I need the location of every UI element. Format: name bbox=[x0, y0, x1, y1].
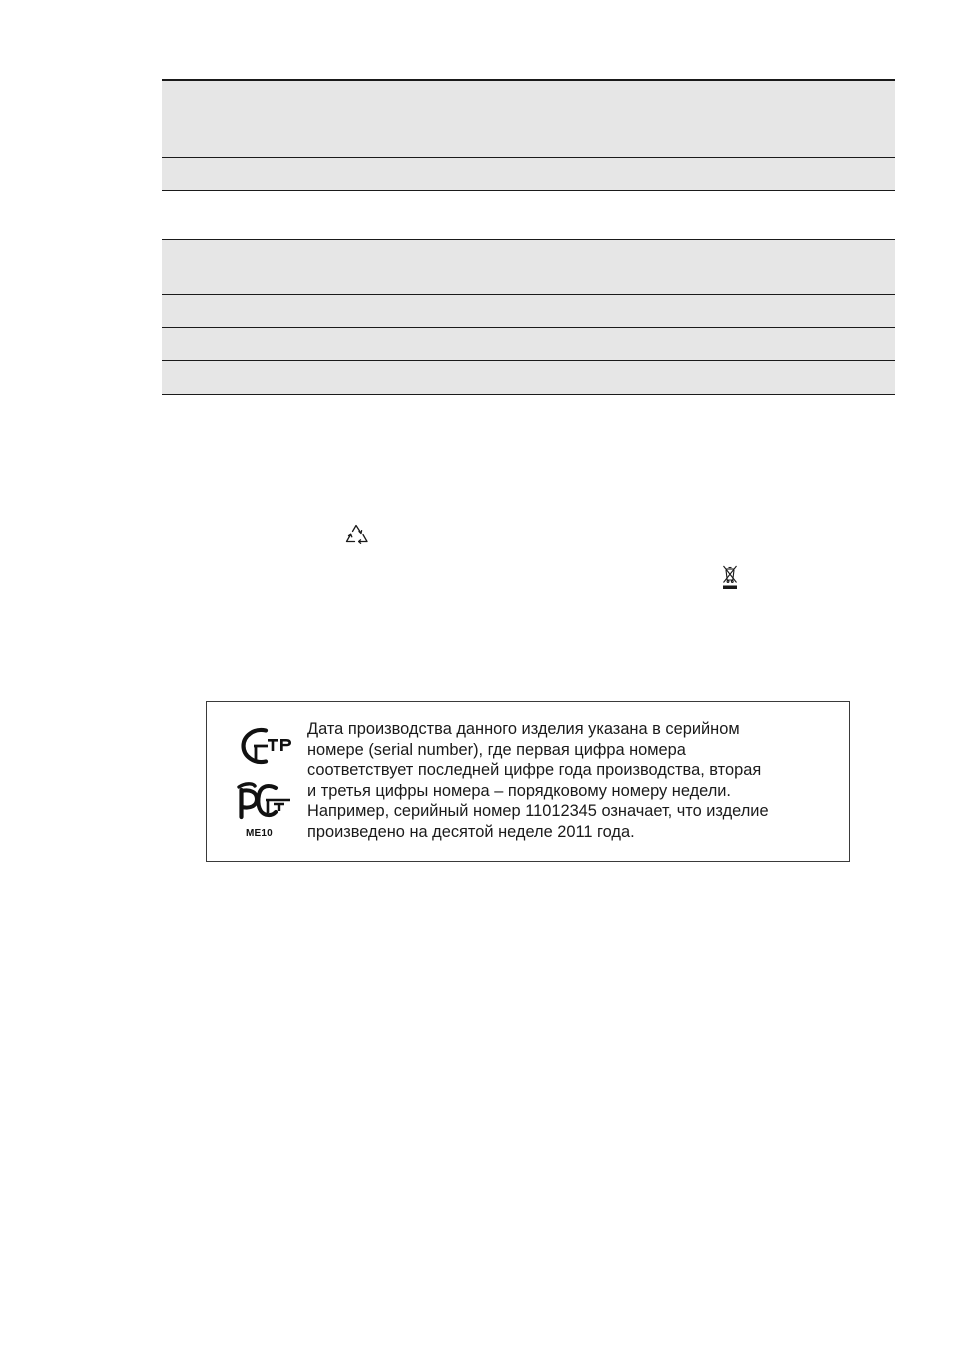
certification-info-box bbox=[206, 701, 850, 862]
spec-table-1 bbox=[162, 79, 895, 191]
note-line: Например, серийный номер 11012345 означает, что изделие bbox=[307, 802, 769, 821]
note-line: произведено на десятой неделе 2011 года. bbox=[307, 822, 635, 841]
spec-table-2-row bbox=[162, 328, 895, 361]
crossed-out-wheelie-bin-icon bbox=[721, 563, 739, 591]
certification-mark-code: ME10 bbox=[246, 828, 273, 839]
spec-table-2-row bbox=[162, 295, 895, 328]
spec-table-2 bbox=[162, 239, 895, 395]
spec-table-2-row bbox=[162, 361, 895, 395]
note-line: и третья цифры номера – порядковому номеру недели. bbox=[307, 781, 731, 800]
note-line: соответствует последней цифре года производства, вторая bbox=[307, 761, 762, 780]
spec-table-2-header bbox=[162, 239, 895, 295]
spec-table-1-header bbox=[162, 79, 895, 158]
pct-gost-mark-icon bbox=[232, 778, 294, 826]
note-line: Дата производства данного изделия указана в серийном bbox=[307, 720, 740, 738]
eac-certification-mark-icon bbox=[232, 723, 294, 769]
manufacture-date-note bbox=[307, 719, 842, 843]
recycle-icon bbox=[342, 521, 372, 549]
spec-table-1-row bbox=[162, 158, 895, 191]
note-line: номере (serial number), где первая цифра номера bbox=[307, 740, 686, 759]
